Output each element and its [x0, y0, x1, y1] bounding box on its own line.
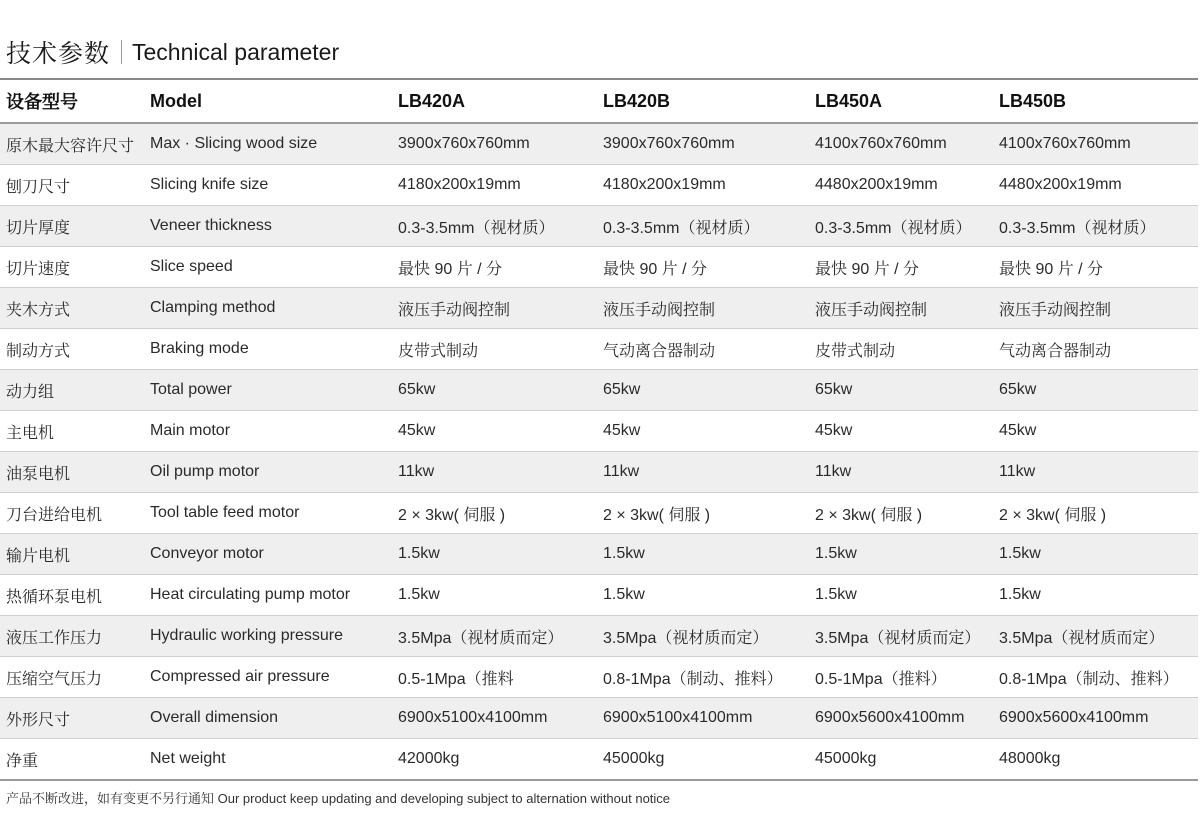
param-name-en: Veneer thickness — [150, 217, 272, 234]
param-value: 4180x200x19mm — [603, 176, 726, 193]
param-name-cn: 动力组 — [6, 383, 55, 401]
param-name-en: Clamping method — [150, 299, 276, 316]
param-value: 3900x760x760mm — [603, 135, 735, 152]
param-value: 6900x5100x4100mm — [398, 709, 548, 726]
param-value: 48000kg — [999, 750, 1061, 767]
header-cell: 设备型号 — [6, 92, 78, 112]
param-value: 45kw — [398, 422, 436, 439]
param-name-cn: 液压工作压力 — [6, 629, 103, 647]
param-value: 3.5Mpa（视材质而定） — [815, 629, 981, 647]
param-value: 最快 90 片 / 分 — [398, 260, 503, 278]
param-name-en: Slice speed — [150, 258, 233, 275]
param-value: 11kw — [398, 463, 435, 480]
param-value: 液压手动阀控制 — [603, 301, 716, 319]
table-row — [0, 206, 1198, 247]
param-value: 45000kg — [603, 750, 665, 767]
param-value: 65kw — [999, 381, 1037, 398]
param-value: 0.8-1Mpa（制动、推料） — [603, 670, 783, 688]
table-row — [0, 657, 1198, 698]
param-name-cn: 刀台进给电机 — [6, 506, 103, 524]
param-value: 3.5Mpa（视材质而定） — [999, 629, 1165, 647]
footer-note: 产品不断改进，如有变更不另行通知 Our product keep updating and developing subject to alternation without notice — [6, 791, 671, 806]
param-value: 11kw — [815, 463, 852, 480]
param-value: 11kw — [999, 463, 1036, 480]
param-value: 1.5kw — [603, 545, 645, 562]
param-name-en: Conveyor motor — [150, 545, 264, 562]
spec-table-body — [0, 123, 1198, 780]
param-name-cn: 输片电机 — [6, 547, 71, 565]
header-row — [0, 79, 1198, 123]
param-name-en: Compressed air pressure — [150, 668, 330, 685]
param-value: 0.8-1Mpa（制动、推料） — [999, 670, 1179, 688]
param-value: 2 × 3kw( 伺服 ) — [815, 506, 923, 524]
param-value: 0.3-3.5mm（视材质） — [398, 219, 555, 237]
param-name-cn: 主电机 — [6, 424, 55, 442]
param-value: 4480x200x19mm — [999, 176, 1122, 193]
param-name-cn: 制动方式 — [6, 342, 71, 360]
page-title — [6, 34, 339, 70]
table-row — [0, 616, 1198, 657]
param-name-en: Main motor — [150, 422, 231, 439]
param-name-en: Braking mode — [150, 340, 249, 357]
param-value: 0.5-1Mpa（推料） — [815, 670, 947, 688]
param-name-cn: 刨刀尺寸 — [6, 178, 71, 196]
param-name-cn: 净重 — [6, 752, 39, 770]
param-value: 3.5Mpa（视材质而定） — [398, 629, 564, 647]
param-value: 0.3-3.5mm（视材质） — [999, 219, 1156, 237]
table-row — [0, 288, 1198, 329]
param-value: 皮带式制动 — [398, 342, 479, 360]
param-value: 45kw — [603, 422, 641, 439]
param-value: 3.5Mpa（视材质而定） — [603, 629, 769, 647]
param-value: 65kw — [603, 381, 641, 398]
param-value: 液压手动阀控制 — [398, 301, 511, 319]
param-name-en: Tool table feed motor — [150, 504, 300, 521]
table-row — [0, 698, 1198, 739]
param-value: 0.3-3.5mm（视材质） — [815, 219, 972, 237]
page-title-cn: 技术参数 — [6, 40, 111, 68]
param-value: 2 × 3kw( 伺服 ) — [603, 506, 711, 524]
param-value: 最快 90 片 / 分 — [815, 260, 920, 278]
header-cell: LB420A — [398, 90, 466, 111]
table-row — [0, 370, 1198, 411]
param-name-cn: 压缩空气压力 — [6, 670, 103, 688]
param-value: 4100x760x760mm — [999, 135, 1131, 152]
param-name-cn: 夹木方式 — [6, 301, 71, 319]
table-row — [0, 411, 1198, 452]
param-name-cn: 切片速度 — [6, 260, 71, 278]
table-row — [0, 493, 1198, 534]
page-title-en: Technical parameter — [132, 38, 340, 65]
param-value: 2 × 3kw( 伺服 ) — [398, 506, 506, 524]
param-value: 2 × 3kw( 伺服 ) — [999, 506, 1107, 524]
param-value: 42000kg — [398, 750, 460, 767]
param-value: 6900x5100x4100mm — [603, 709, 753, 726]
table-row — [0, 247, 1198, 288]
table-row — [0, 739, 1198, 781]
table-row — [0, 329, 1198, 370]
param-name-cn: 外形尺寸 — [6, 711, 71, 729]
param-value: 1.5kw — [398, 545, 440, 562]
table-row — [0, 123, 1198, 165]
table-row — [0, 165, 1198, 206]
table-row — [0, 452, 1198, 493]
param-name-en: Max · Slicing wood size — [150, 135, 318, 152]
param-name-en: Overall dimension — [150, 709, 279, 726]
param-value: 1.5kw — [398, 586, 440, 603]
title-separator — [121, 40, 122, 64]
spec-table-header — [0, 79, 1198, 123]
param-value: 0.3-3.5mm（视材质） — [603, 219, 760, 237]
param-name-en: Heat circulating pump motor — [150, 586, 351, 603]
param-name-cn: 原木最大容许尺寸 — [6, 137, 135, 155]
param-value: 1.5kw — [815, 586, 857, 603]
param-value: 65kw — [398, 381, 436, 398]
param-value: 皮带式制动 — [815, 342, 896, 360]
param-value: 3900x760x760mm — [398, 135, 530, 152]
header-cell: Model — [150, 90, 202, 111]
param-name-en: Hydraulic working pressure — [150, 627, 343, 644]
header-cell: LB420B — [603, 90, 671, 111]
header-cell: LB450A — [815, 90, 883, 111]
param-name-en: Net weight — [150, 750, 226, 767]
param-name-cn: 热循环泵电机 — [6, 588, 103, 606]
spec-table — [0, 78, 1198, 781]
param-name-cn: 油泵电机 — [6, 465, 71, 483]
param-value: 65kw — [815, 381, 853, 398]
param-value: 最快 90 片 / 分 — [999, 260, 1104, 278]
param-value: 4100x760x760mm — [815, 135, 947, 152]
param-value: 1.5kw — [815, 545, 857, 562]
param-value: 1.5kw — [999, 545, 1041, 562]
param-name-cn: 切片厚度 — [6, 219, 71, 237]
header-cell: LB450B — [999, 90, 1067, 111]
table-row — [0, 575, 1198, 616]
param-value: 液压手动阀控制 — [815, 301, 928, 319]
param-value: 11kw — [603, 463, 640, 480]
param-name-en: Total power — [150, 381, 232, 398]
param-value: 6900x5600x4100mm — [999, 709, 1149, 726]
param-name-en: Oil pump motor — [150, 463, 260, 480]
param-value: 4180x200x19mm — [398, 176, 521, 193]
param-value: 6900x5600x4100mm — [815, 709, 965, 726]
param-value: 最快 90 片 / 分 — [603, 260, 708, 278]
param-value: 45000kg — [815, 750, 877, 767]
param-value: 4480x200x19mm — [815, 176, 938, 193]
param-value: 45kw — [999, 422, 1037, 439]
table-row — [0, 534, 1198, 575]
param-value: 1.5kw — [999, 586, 1041, 603]
param-value: 液压手动阀控制 — [999, 301, 1112, 319]
param-value: 气动离合器制动 — [603, 342, 716, 360]
param-value: 0.5-1Mpa（推料 — [398, 670, 514, 688]
param-value: 1.5kw — [603, 586, 645, 603]
param-value: 45kw — [815, 422, 853, 439]
param-name-en: Slicing knife size — [150, 176, 269, 193]
param-value: 气动离合器制动 — [999, 342, 1112, 360]
